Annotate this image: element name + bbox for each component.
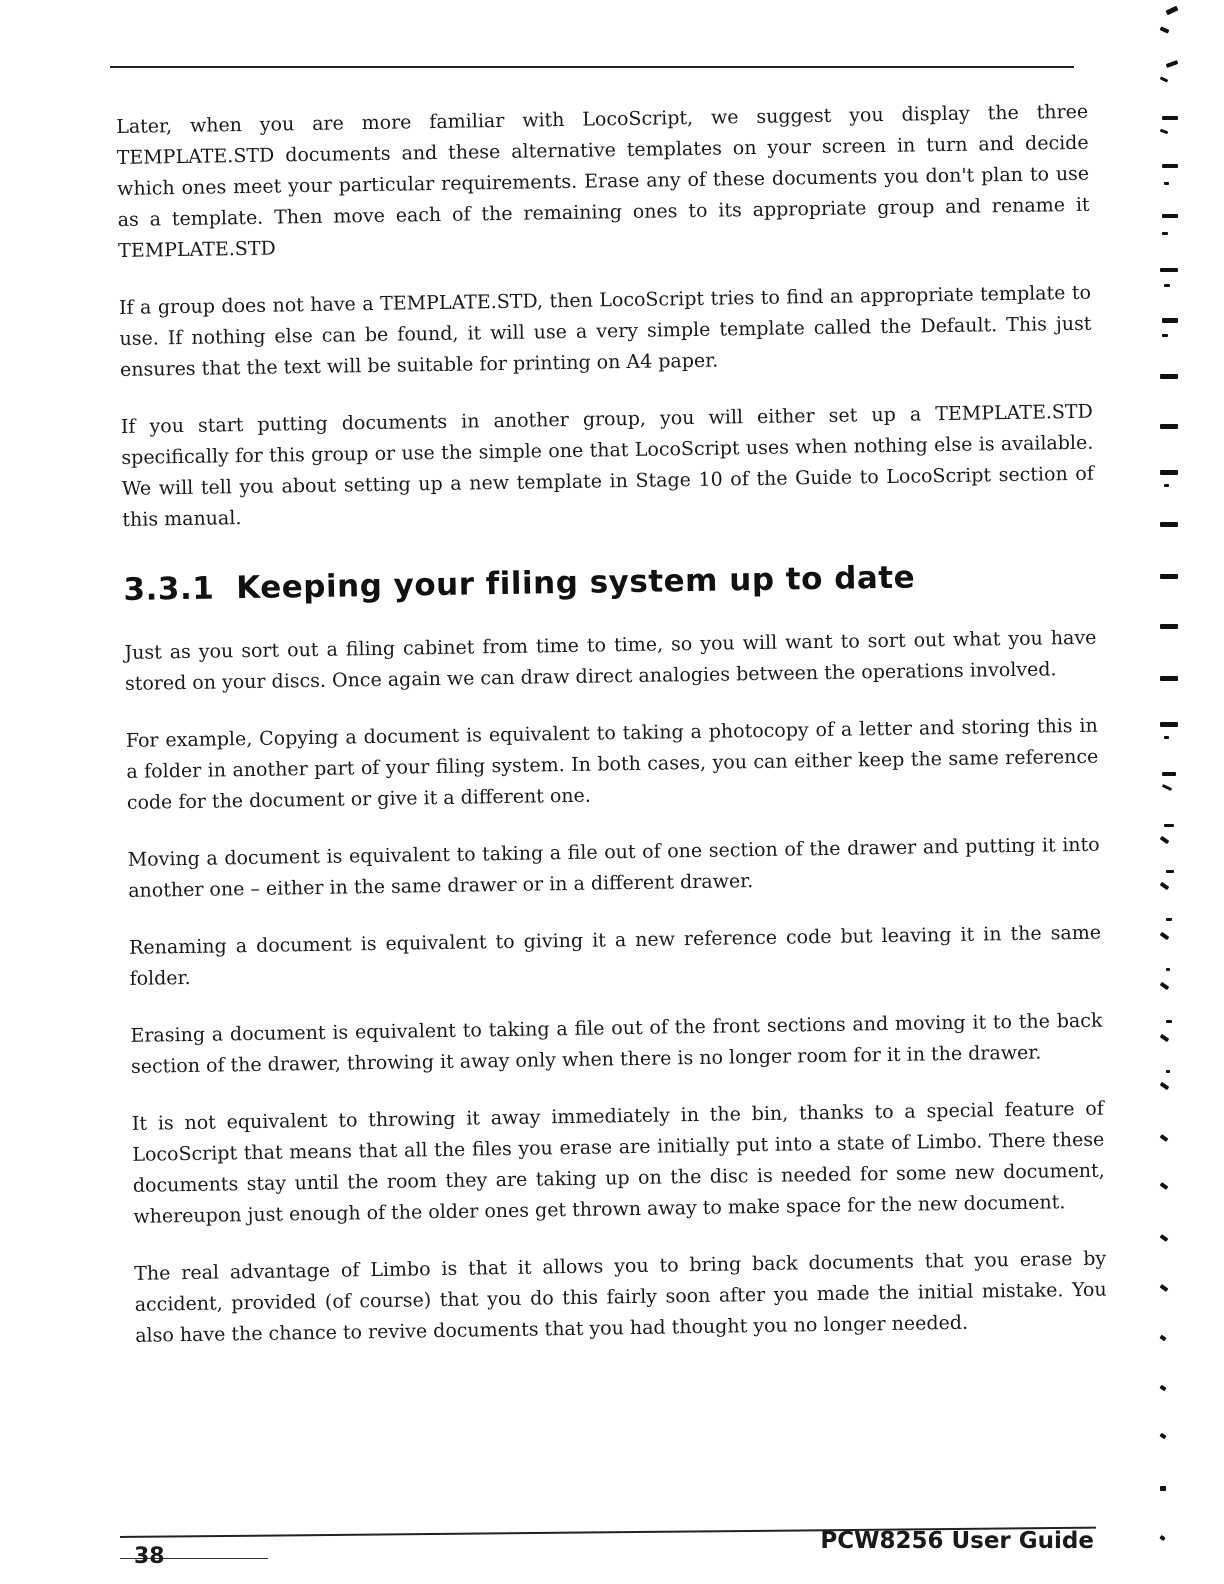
binding-mark xyxy=(1160,1134,1169,1142)
paragraph-moving: Moving a document is equivalent to taking a file out of one section of the drawer and putting it into another one – either in the same drawer or in a different drawer. xyxy=(127,833,1100,902)
binding-mark xyxy=(1160,676,1178,681)
binding-mark xyxy=(1166,1070,1170,1073)
paragraph-limbo-advantage: The real advantage of Limbo is that it allows you to bring back documents that you erase by accident, provided (of course) that you do this fairly soon after you made the initial mistake. You also have the chance to revive documents that you had thought you no longer needed. xyxy=(134,1247,1107,1347)
binding-mark xyxy=(1162,232,1168,235)
paragraph-group-template: If a group does not have a TEMPLATE.STD, then LocoScript tries to find an appropriate template to use. If nothing else can be found, it will use a very simple template called the Default. This just ensures that the text will be suitable for printing on A4 paper. xyxy=(118,281,1092,381)
binding-mark xyxy=(1160,982,1170,990)
binding-marks xyxy=(1148,0,1188,1584)
binding-mark xyxy=(1160,1284,1169,1292)
binding-mark xyxy=(1166,918,1172,921)
binding-mark xyxy=(1162,164,1178,168)
binding-mark xyxy=(1160,882,1170,890)
binding-mark xyxy=(1164,484,1169,487)
binding-mark xyxy=(1160,1234,1169,1242)
binding-mark xyxy=(1160,932,1170,940)
binding-mark xyxy=(1162,784,1172,791)
binding-mark xyxy=(1162,318,1178,323)
binding-mark xyxy=(1160,574,1178,579)
binding-mark xyxy=(1159,1385,1166,1392)
paragraph-limbo: It is not equivalent to throwing it away immediately in the bin, thanks to a special feature of LocoScript that means that all the files you erase are initially put into a state of Limbo. There these documents stay until the room they are taking up on the disc is needed for some new document, whereupon just enough of the older ones get thrown away to make space for the new document. xyxy=(131,1097,1105,1228)
paragraph-later: Later, when you are more familiar with LocoScript, we suggest you display the three TEMPLATE.STD documents and these alternative templates on your screen in turn and decide which ones meet your particular requirements. Erase any of these documents you don't plan to use as a template. Then move each of the remaining ones to its appropriate group and rename it TEMPLATE.STD xyxy=(116,100,1090,262)
binding-mark xyxy=(1160,1486,1166,1491)
binding-mark xyxy=(1166,1020,1172,1023)
section-title: Keeping your filing system up to date xyxy=(235,559,916,607)
binding-mark xyxy=(1162,116,1178,120)
paragraph-filing-cabinet: Just as you sort out a filing cabinet from time to time, so you will want to sort out what you have stored on your discs. Once again we can draw direct analogies between the operations involved. xyxy=(124,626,1097,695)
binding-mark xyxy=(1159,1335,1166,1342)
binding-mark xyxy=(1160,268,1178,272)
paragraph-another-group: If you start putting documents in another group, you will either set up a TEMPLATE.STD specifically for this group or use the simple one that LocoScript uses when nothing else is available. We will tell you about setting up a new template in Stage 10 of the Guide to LocoScript section of this manual. xyxy=(120,400,1094,531)
binding-mark xyxy=(1160,722,1178,727)
binding-mark xyxy=(1164,182,1169,185)
binding-mark xyxy=(1159,1433,1166,1440)
section-heading xyxy=(123,557,1095,608)
binding-mark xyxy=(1166,6,1179,16)
binding-mark xyxy=(1160,1034,1170,1042)
binding-mark xyxy=(1160,374,1178,379)
binding-mark xyxy=(1160,129,1169,135)
binding-mark xyxy=(1162,334,1168,337)
page-body xyxy=(116,97,1108,1378)
binding-mark xyxy=(1160,836,1170,844)
page-footer xyxy=(120,1516,1098,1576)
page-number: 38 xyxy=(134,1544,165,1569)
binding-mark xyxy=(1166,870,1174,873)
binding-mark xyxy=(1160,76,1169,82)
binding-mark xyxy=(1162,214,1178,218)
binding-mark xyxy=(1160,522,1178,527)
header-rule xyxy=(110,66,1074,68)
binding-mark xyxy=(1160,1182,1169,1190)
binding-mark xyxy=(1160,470,1178,475)
binding-mark xyxy=(1160,624,1178,629)
binding-mark xyxy=(1160,1082,1170,1090)
binding-mark xyxy=(1160,424,1178,429)
binding-mark xyxy=(1166,60,1179,68)
paragraph-erasing: Erasing a document is equivalent to taking a file out of the front sections and moving it to the back section of the drawer, throwing it away only when there is no longer room for it in the drawer. xyxy=(130,1009,1103,1078)
guide-title: PCW8256 User Guide xyxy=(820,1528,1094,1554)
binding-mark xyxy=(1160,26,1170,33)
binding-mark xyxy=(1162,772,1176,776)
paragraph-renaming: Renaming a document is equivalent to giving it a new reference code but leaving it in the same folder. xyxy=(128,921,1102,990)
binding-mark xyxy=(1164,824,1174,827)
paragraph-copying: For example, Copying a document is equivalent to taking a photocopy of a letter and storing this in a folder in another part of your filing system. In both cases, you can either keep the same reference code for the document or give it a different one. xyxy=(125,714,1099,814)
binding-mark xyxy=(1164,736,1169,739)
binding-mark xyxy=(1159,1535,1165,1541)
binding-mark xyxy=(1164,284,1170,287)
binding-mark xyxy=(1166,968,1170,971)
section-number: 3.3.1 xyxy=(123,570,215,608)
